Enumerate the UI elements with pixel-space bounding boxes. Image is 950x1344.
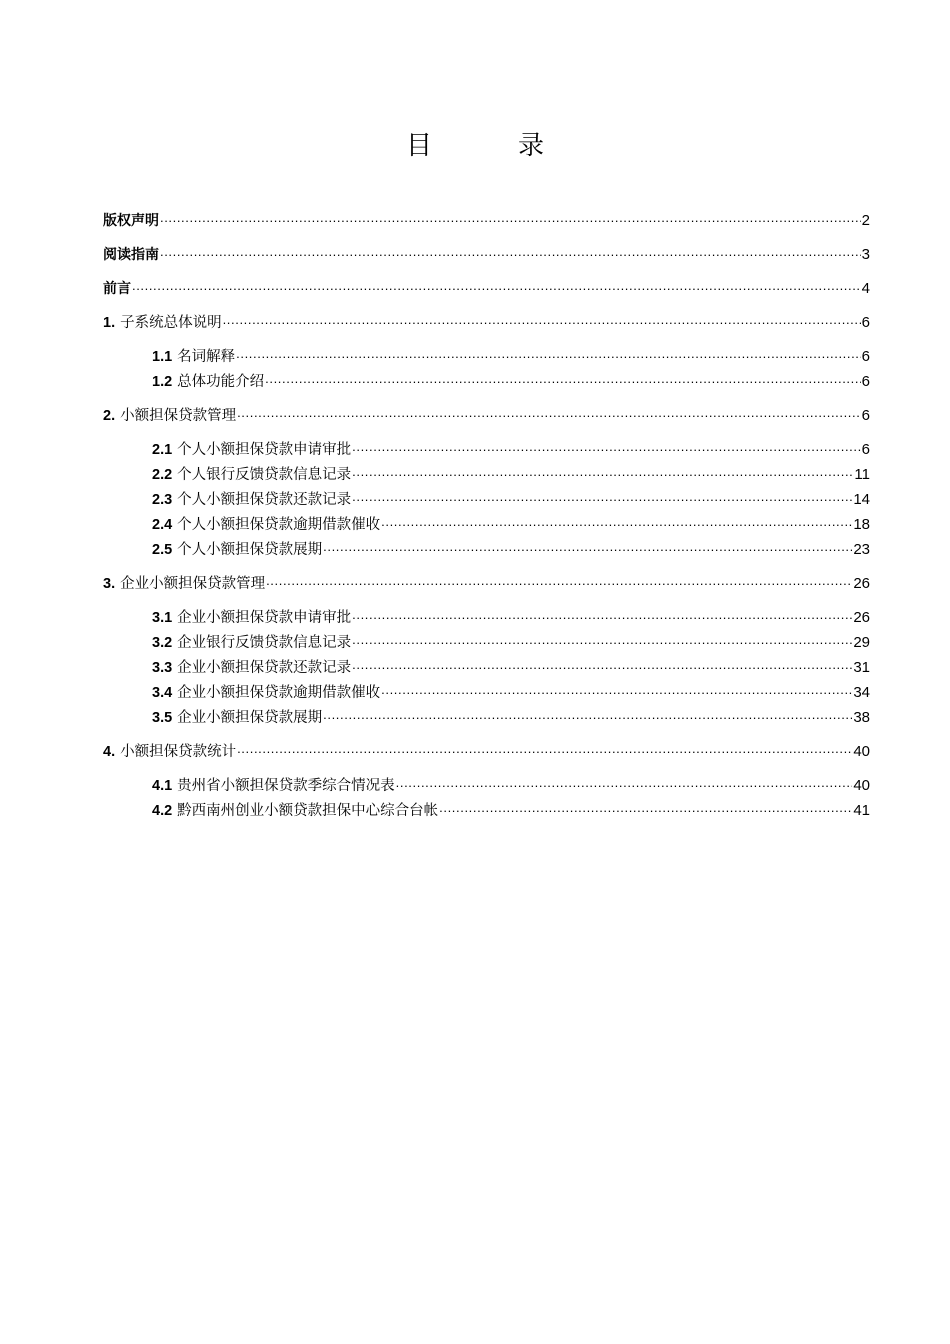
toc-leader-dots: [132, 276, 861, 296]
toc-entry-label: 企业小额担保贷款展期: [177, 710, 323, 726]
toc-entry-label: 版权声明: [103, 213, 159, 229]
toc-leader-dots: [381, 512, 852, 532]
toc-page-number: 6: [861, 441, 870, 458]
toc-subsection-1-2[interactable]: [103, 367, 870, 392]
toc-page-number: 6: [861, 314, 870, 331]
toc-subsection-3-1[interactable]: [103, 603, 870, 628]
toc-section-number: 2.: [103, 408, 116, 424]
toc-entry-label: 贵州省小额担保贷款季综合情况表: [177, 778, 395, 794]
toc-leader-dots: [265, 369, 860, 389]
toc-leader-dots: [160, 208, 861, 228]
toc-entry-label: 企业小额担保贷款申请审批: [177, 610, 352, 626]
toc-leader-dots: [237, 403, 861, 423]
toc-page-number: 6: [861, 373, 870, 390]
toc-leader-dots: [323, 537, 852, 557]
toc-leader-dots: [352, 630, 852, 650]
toc-page-number: 31: [853, 659, 870, 676]
toc-page-number: 2: [861, 212, 870, 229]
toc-page-number: 6: [861, 348, 870, 365]
toc-entry-label: 个人银行反馈贷款信息记录: [177, 467, 352, 483]
toc-entry-label: 小额担保贷款统计: [120, 744, 237, 760]
toc-entry-label: 企业小额担保贷款管理: [120, 576, 266, 592]
toc-section-number: 2.2: [152, 467, 173, 483]
toc-subsection-2-3[interactable]: [103, 485, 870, 510]
toc-entry-label: 总体功能介绍: [177, 374, 265, 390]
toc-leader-dots: [160, 242, 861, 262]
toc-section-4[interactable]: [103, 737, 870, 762]
toc-subsection-2-1[interactable]: [103, 435, 870, 460]
toc-entry-label: 前言: [103, 281, 131, 297]
toc-section-3[interactable]: [103, 569, 870, 594]
toc-leader-dots: [439, 798, 852, 818]
toc-entry-label: 名词解释: [177, 349, 236, 365]
toc-section-2[interactable]: [103, 401, 870, 426]
toc-page-number: 38: [853, 709, 870, 726]
toc-leader-dots: [352, 462, 853, 482]
toc-leader-dots: [396, 773, 853, 793]
toc-leader-dots: [352, 655, 852, 675]
toc-page-number: 40: [853, 743, 870, 760]
toc-section-number: 3.2: [152, 635, 173, 651]
toc-page-number: 41: [853, 802, 870, 819]
toc-page-number: 18: [853, 516, 870, 533]
toc-section-number: 2.3: [152, 492, 173, 508]
toc-page-number: 14: [853, 491, 870, 508]
toc-page-number: 26: [853, 575, 870, 592]
toc-page-number: 26: [853, 609, 870, 626]
toc-entry-label: 企业银行反馈贷款信息记录: [177, 635, 352, 651]
toc-entry-label: 个人小额担保贷款展期: [177, 542, 323, 558]
toc-subsection-3-2[interactable]: [103, 628, 870, 653]
toc-section-number: 1.2: [152, 374, 173, 390]
toc-leader-dots: [352, 605, 852, 625]
toc-leader-dots: [237, 739, 852, 759]
toc-section-number: 3.5: [152, 710, 173, 726]
toc-subsection-2-4[interactable]: [103, 510, 870, 535]
page-title: 目 录: [405, 131, 574, 161]
toc-subsection-1-1[interactable]: [103, 342, 870, 367]
toc-page-number: 6: [861, 407, 870, 424]
toc-subsection-4-2[interactable]: [103, 796, 870, 821]
toc-section-number: 3.4: [152, 685, 173, 701]
toc-leader-dots: [223, 310, 861, 330]
toc-section-number: 2.4: [152, 517, 173, 533]
toc-section-number: 2.1: [152, 442, 173, 458]
toc-section-1[interactable]: [103, 308, 870, 333]
toc-entry-label: 子系统总体说明: [120, 315, 222, 331]
toc-page-number: 3: [861, 246, 870, 263]
toc-page-number: 40: [853, 777, 870, 794]
toc-entry-preface[interactable]: [103, 274, 870, 299]
toc-entry-label: 个人小额担保贷款逾期借款催收: [177, 517, 381, 533]
toc-page-number: 11: [854, 466, 870, 483]
toc-section-number: 3.1: [152, 610, 173, 626]
toc-entry-label: 个人小额担保贷款申请审批: [177, 442, 352, 458]
toc-section-number: 4.2: [152, 803, 173, 819]
toc-section-number: 3.3: [152, 660, 173, 676]
toc-leader-dots: [236, 344, 860, 364]
toc-section-number: 1.1: [152, 349, 173, 365]
toc-section-number: 2.5: [152, 542, 173, 558]
toc-entry-label: 小额担保贷款管理: [120, 408, 237, 424]
toc-section-number: 4.1: [152, 778, 173, 794]
toc-leader-dots: [381, 680, 852, 700]
toc-entry-label: 企业小额担保贷款逾期借款催收: [177, 685, 381, 701]
toc-subsection-2-5[interactable]: [103, 535, 870, 560]
toc-subsection-4-1[interactable]: [103, 771, 870, 796]
table-of-contents: [103, 206, 870, 821]
toc-page-number: 29: [853, 634, 870, 651]
toc-entry-label: 黔西南州创业小额贷款担保中心综合台帐: [177, 803, 439, 819]
toc-entry-reading-guide[interactable]: [103, 240, 870, 265]
toc-subsection-2-2[interactable]: [103, 460, 870, 485]
toc-section-number: 1.: [103, 315, 116, 331]
toc-leader-dots: [352, 437, 860, 457]
toc-page-number: 34: [853, 684, 870, 701]
toc-entry-label: 个人小额担保贷款还款记录: [177, 492, 352, 508]
toc-page-number: 4: [861, 280, 870, 297]
toc-entry-label: 企业小额担保贷款还款记录: [177, 660, 352, 676]
toc-page-number: 23: [853, 541, 870, 558]
toc-entry-copyright[interactable]: [103, 206, 870, 231]
toc-subsection-3-4[interactable]: [103, 678, 870, 703]
toc-entry-label: 阅读指南: [103, 247, 159, 263]
toc-leader-dots: [323, 705, 852, 725]
toc-leader-dots: [266, 571, 852, 591]
toc-section-number: 4.: [103, 744, 116, 760]
toc-leader-dots: [352, 487, 852, 507]
toc-subsection-3-3[interactable]: [103, 653, 870, 678]
toc-subsection-3-5[interactable]: [103, 703, 870, 728]
toc-section-number: 3.: [103, 576, 116, 592]
